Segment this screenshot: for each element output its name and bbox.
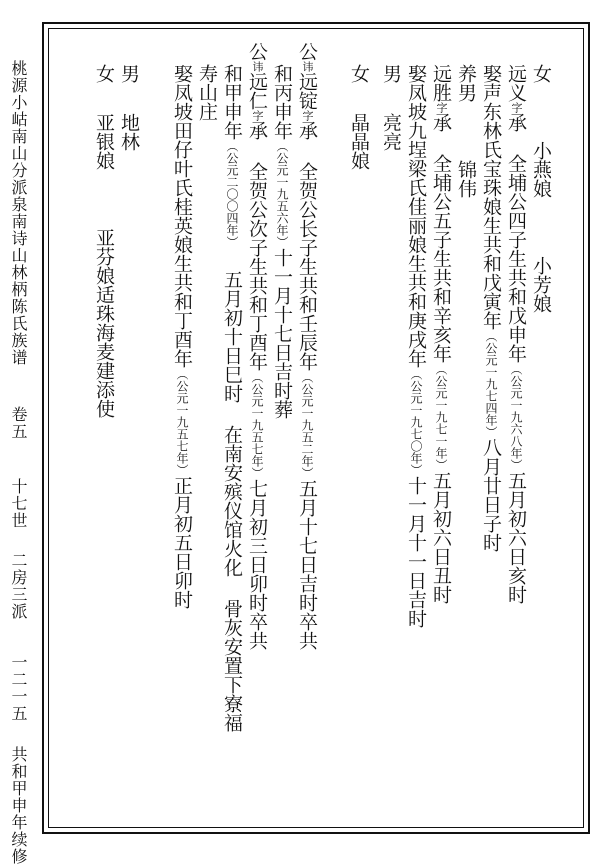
birth-date: 五月初六日丑时 bbox=[430, 471, 452, 604]
succession-marker: 承 bbox=[246, 121, 268, 140]
gregorian-year-note: （公元一九六八年） bbox=[509, 363, 523, 471]
birth-record: 全贺公次子生共和丁酉年 bbox=[246, 162, 268, 371]
gregorian-year-note: （公元一九五二年） bbox=[300, 371, 314, 479]
succession-marker: 承 bbox=[296, 121, 318, 140]
taboo-name-marker: 讳 bbox=[301, 61, 314, 72]
column-daughters-2 bbox=[93, 64, 115, 418]
column-spouse-yuanyi bbox=[480, 64, 502, 552]
person-name: 远仁 bbox=[246, 72, 268, 110]
column-son bbox=[380, 64, 402, 151]
marriage-record: 亚芬娘适珠海麦建添使 bbox=[93, 228, 115, 418]
gregorian-year-note: （公元二〇〇四年） bbox=[225, 140, 239, 248]
gregorian-year-note: （公元一九五七年） bbox=[175, 368, 189, 476]
ashes-location: 寿山庄 bbox=[196, 64, 218, 121]
spouse-record: 娶声东林氏宝珠娘生共和戊寅年 bbox=[480, 64, 502, 330]
spouse-record: 娶凤坡九埕梁氏佳丽娘生共和庚戌年 bbox=[405, 64, 427, 368]
relation-label: 养男 bbox=[455, 64, 477, 102]
gregorian-year-note: （公元一九五六年） bbox=[275, 140, 289, 248]
honorific: 公 bbox=[246, 42, 268, 61]
person-name: 锦伟 bbox=[455, 160, 477, 198]
burial-record: 十一月十七日吉时葬 bbox=[271, 248, 293, 419]
gregorian-year-note: （公元一九七〇年） bbox=[409, 368, 423, 476]
person-name: 远锭 bbox=[296, 72, 318, 110]
style-name-marker: 字 bbox=[251, 110, 264, 121]
succession-marker: 承 bbox=[430, 113, 452, 132]
relation-label: 男 bbox=[118, 64, 140, 83]
column-adopted-son bbox=[455, 64, 477, 198]
death-year: 和甲申年 bbox=[221, 64, 243, 140]
column-daughter bbox=[348, 64, 370, 170]
style-name-marker: 字 bbox=[510, 102, 523, 113]
death-record: 五月十七日吉时卒共 bbox=[296, 479, 318, 650]
edition-label: 共和甲申年续修 bbox=[9, 745, 28, 865]
style-name-marker: 字 bbox=[301, 110, 314, 121]
birth-record: 全埔公四子生共和戊申年 bbox=[505, 154, 527, 363]
death-record: 七月初三日卯时卒共 bbox=[246, 479, 268, 650]
birth-record: 全埔公五子生共和辛亥年 bbox=[430, 154, 452, 363]
person-name: 远义 bbox=[505, 64, 527, 102]
succession-marker: 承 bbox=[505, 113, 527, 132]
volume-label: 卷五 bbox=[9, 406, 28, 441]
column-spouse-yuanren bbox=[171, 64, 193, 609]
column-yuanren-continued bbox=[221, 64, 243, 732]
person-name: 小芳娘 bbox=[530, 256, 552, 313]
person-name: 亮亮 bbox=[380, 113, 402, 151]
relation-label: 男 bbox=[380, 64, 402, 83]
honorific: 公 bbox=[296, 42, 318, 61]
person-name: 晶晶娘 bbox=[348, 113, 370, 170]
ashes-record: 骨灰安置下寮福 bbox=[221, 599, 243, 732]
margin-header bbox=[6, 60, 30, 865]
column-yuanding-continued bbox=[271, 64, 293, 419]
cremation-record: 在南安殡仪馆火化 bbox=[221, 425, 243, 577]
birth-date: 十一月十一日吉时 bbox=[405, 476, 427, 628]
gregorian-year-note: （公元一九五七年） bbox=[250, 371, 264, 479]
person-name: 亚银娘 bbox=[93, 113, 115, 170]
column-entry-yuansheng bbox=[430, 64, 452, 604]
column-entry-yuanding bbox=[296, 42, 318, 650]
column-spouse-yuansheng bbox=[405, 64, 427, 628]
birth-date: 五月初六日亥时 bbox=[505, 471, 527, 604]
column-ashes-location bbox=[196, 64, 218, 121]
page-number: 一二一五 bbox=[9, 653, 28, 722]
gregorian-year-note: （公元一九七一年） bbox=[434, 363, 448, 471]
column-entry-yuanren bbox=[246, 42, 268, 650]
book-title: 桃源小岵南山分派泉南诗山林柄陈氏族谱 bbox=[9, 60, 28, 366]
birth-record: 全贺公长子生共和壬辰年 bbox=[296, 162, 318, 371]
relation-label: 女 bbox=[530, 64, 552, 83]
branch-label: 二房三派 bbox=[9, 551, 28, 620]
column-daughters-1 bbox=[530, 64, 552, 313]
person-name: 地林 bbox=[118, 113, 140, 151]
spouse-record: 娶凤坡田仔叶氏桂英娘生共和丁酉年 bbox=[171, 64, 193, 368]
relation-label: 女 bbox=[348, 64, 370, 83]
column-entry-yuanyi bbox=[505, 64, 527, 604]
generation-label: 十七世 bbox=[9, 478, 28, 530]
column-son-dilin bbox=[118, 64, 140, 151]
style-name-marker: 字 bbox=[435, 102, 448, 113]
birth-date: 正月初五日卯时 bbox=[171, 476, 193, 609]
person-name: 小燕娘 bbox=[530, 141, 552, 198]
birth-date: 八月廿日子时 bbox=[480, 438, 502, 552]
taboo-name-marker: 讳 bbox=[251, 61, 264, 72]
gregorian-year-note: （公元一九七四年） bbox=[484, 330, 498, 438]
relation-label: 女 bbox=[93, 64, 115, 83]
death-date: 五月初十日巳时 bbox=[221, 270, 243, 403]
death-year: 和丙申年 bbox=[271, 64, 293, 140]
person-name: 远胜 bbox=[430, 64, 452, 102]
